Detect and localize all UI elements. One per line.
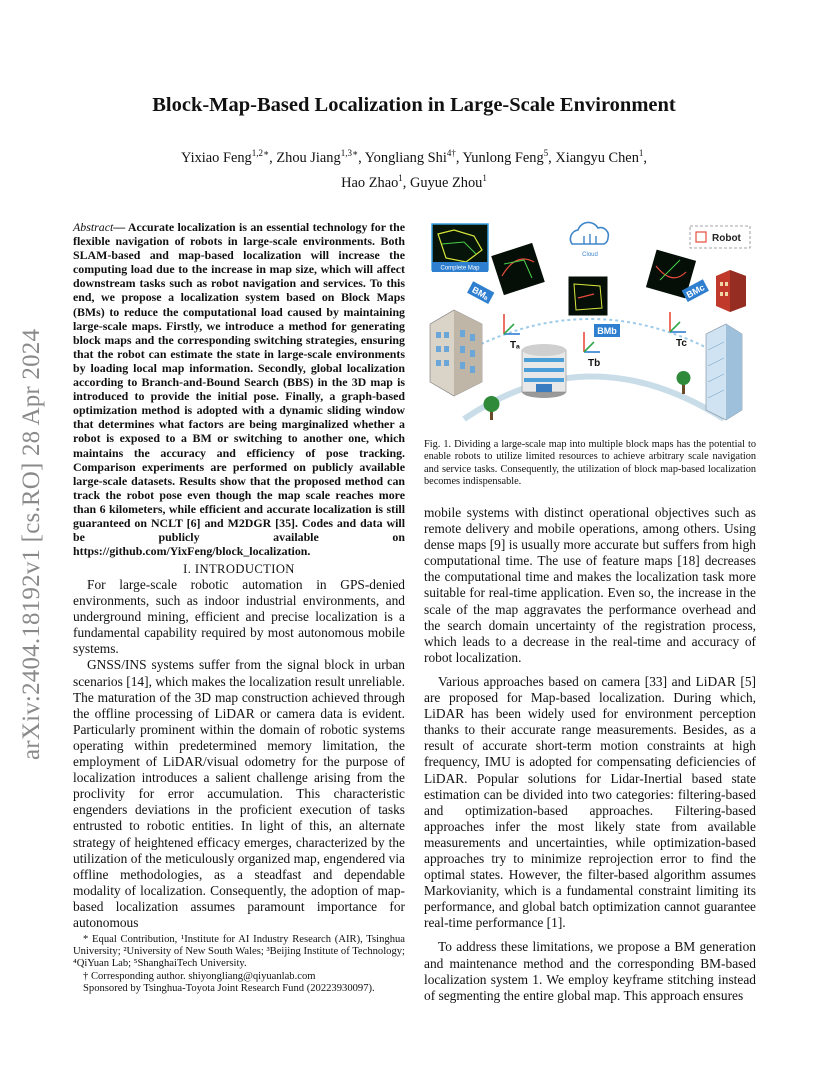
author-name: , Zhou Jiang [269, 149, 341, 166]
footnote: Sponsored by Tsinghua-Toyota Joint Research Fund (20223930097). [83, 982, 375, 994]
author-list [140, 143, 688, 193]
bm-b-label: BMb [597, 326, 617, 336]
footnotes [73, 934, 405, 995]
author-affiliation-mark: 1,2∗ [251, 148, 270, 158]
building-center [522, 344, 566, 398]
author-name: Yixiao Feng [181, 149, 252, 166]
paragraph: GNSS/INS systems suffer from the signal block in urban scenarios [14], which makes the localization result unreliable. The maturation of the 3D map construction achieved through the offline processing of LiDAR or camera data is evident. Particularly prominent within the domain of robotic systems operating within predetermined memory limitation, the employment of LiDAR/visual odometry for the purpose of localization introduces a salient challenge arising from the proclivity for error accumulation. This characteristic engenders deviations in the proficient execution of tasks entrusted to robotic entities. In light of this, an alternate strategy of heightened efficacy emerges, characterized by the utilization of the meticulously organized map, engendered via offline methodologies, as a steadfast and dependable modality of localization. Consequently, the adoption of map-based localization assumes paramount importance for autonomous [73, 657, 405, 930]
footnote: † Corresponding author. shiyongliang@qiyuanlab.com [83, 970, 316, 982]
frame-ta [504, 314, 520, 351]
bm-a-label: BMₐ [470, 284, 491, 302]
paragraph: To address these limitations, we propose a BM generation and maintenance method and the corresponding BM-based localization system 1. We employ keyframe stitching instead of segmenting the entire global map. This approach ensures [424, 939, 756, 1003]
paper-title: Block-Map-Based Localization in Large-Scale Environment [152, 94, 676, 116]
left-column-body [73, 577, 405, 931]
author-affiliation-mark: 1 [638, 148, 644, 158]
paragraph: mobile systems with distinct operational objectives such as remote delivery and mobile operations, among others. Using dense maps [9] is usually more accurate but suffers from high computational time. The use of feature maps [18] decreases the computational time and makes the localization task more suitable for real-time application. Even so, the increase in the scale of the map aggravates the performance overhead and the search domain uncertainty of the registration process, which leads to a decrease in the real-time and accuracy of robot localization. [424, 505, 756, 665]
frame-tc [670, 312, 687, 349]
author-name: , Yongliang Shi [358, 149, 447, 166]
author-name: , Xiangyu Chen [548, 149, 639, 166]
block-map-tile-a [491, 242, 546, 296]
author-affiliation-mark: 1 [482, 172, 487, 183]
abstract-text: — Accurate localization is an essential technology for the flexible navigation of robots in large-scale environments. Both SLAM-based and map-based localization will increase the computing load due to the increase in map size, which will affect downstream tasks such as robot navigation and services. To this end, we propose a localization system based on Block Maps (BMs) to reduce the computational load caused by maintaining large-scale maps. Firstly, we introduce a method for generating block maps and the corresponding switching strategies, ensuring that the robot can estimate the state in large-scale environments by loading local map information. Secondly, global localization according to Branch-and-Bound Search (BBS) in the 3D map is introduced to provide the initial pose. Finally, a graph-based optimization method is adopted with a dynamic sliding window that determines what factors are being marginalized whether a robot is exposed to a BM or switching to another one, which maintains the accuracy and efficiency of pose tracking. Comparison experiments are performed on publicly available large-scale datasets. Results show that the proposed method can track the robot pose even though the map scale reaches more than 6 kilometers, while efficient and accurate localization is still guaranteed on NCLT [6] and M2DGR [35]. Codes and data will be publicly available on https://github.com/YixFeng/block_localization. [73, 220, 405, 559]
arxiv-identifier: arXiv:2404.18192v1 [cs.RO] 28 Apr 2024 [18, 328, 45, 760]
footnote: * Equal Contribution, ¹Institute for AI Industry Research (AIR), Tsinghua University; ²University of New South Wales; ³Beijing Institute of Technology; ⁴QiYuan Lab; ⁵ShanghaiTech University. [73, 934, 405, 970]
tree-icon [484, 396, 500, 420]
abstract [73, 220, 405, 558]
frame-tb-label: Tb [588, 358, 601, 369]
paragraph: For large-scale robotic automation in GPS-denied environments, such as indoor industrial environments, and underground mining, efficient and precise localization is a fundamental capability required by most autonomous mobile systems. [73, 577, 405, 657]
author-affiliation-mark: 1,3∗ [340, 148, 359, 158]
author-name: Hao Zhao [341, 174, 399, 191]
cloud-icon [570, 222, 608, 258]
frame-tc-label: Tc [676, 338, 687, 349]
figure-caption: Fig. 1. Dividing a large-scale map into multiple block maps has the potential to enable robots to utilize limited resources to achieve arbitrary scale navigation and service tasks. Consequently, the utilization of block map-based localization becomes indispensable. [424, 439, 756, 487]
tree-icon [677, 371, 691, 394]
complete-map-label: Complete Map [440, 265, 480, 272]
robot-legend [690, 226, 750, 248]
abstract-label: Abstract [73, 220, 114, 234]
bm-c-label: BMc [684, 282, 707, 300]
author-affiliation-mark: 4† [446, 148, 456, 158]
author-line-1 [140, 143, 688, 168]
author-affiliation-mark: 1 [398, 172, 403, 183]
author-line-2 [140, 168, 688, 193]
paragraph: Various approaches based on camera [33] and LiDAR [5] are proposed for Map-based localization. During which, LiDAR has been widely used for environment perception thanks to their accurate range measurements. Besides, as a result of accurate short-term motion constraints at high frequency, IMU is adopted for compensating deficiencies of LiDAR. Popular solutions for Lidar-Inertial based state estimation can be divided into two categories: filtering-based and optimization-based approaches. Filtering-based approaches infer the most likely state from available measurements and uncertainties, while optimization-based approaches try to minimize reprojection error to find the optimal states. However, the filter-based algorithm assumes Markovianity, which is a fundamental constraint limiting its performance, and global batch optimization cannot guarantee real-time performance [1]. [424, 673, 756, 931]
building-right-tower [706, 324, 742, 420]
author-name: , Guyue Zhou [402, 174, 483, 191]
building-right-cluster [716, 270, 746, 312]
block-map-tile-b [568, 276, 608, 316]
author-affiliation-mark: 5 [543, 148, 549, 158]
cloud-label: Cloud [582, 252, 598, 258]
frame-tb [584, 332, 600, 369]
building-left [430, 310, 482, 396]
author-name: , [643, 149, 647, 166]
complete-map-panel [432, 224, 488, 272]
frame-ta-label: Tₐ [510, 340, 520, 351]
robot-label: Robot [712, 233, 741, 244]
section-heading: I. INTRODUCTION [183, 562, 295, 576]
figure-1-illustration [424, 214, 756, 428]
author-name: , Yunlong Feng [455, 149, 544, 166]
right-column-body [424, 505, 756, 1004]
